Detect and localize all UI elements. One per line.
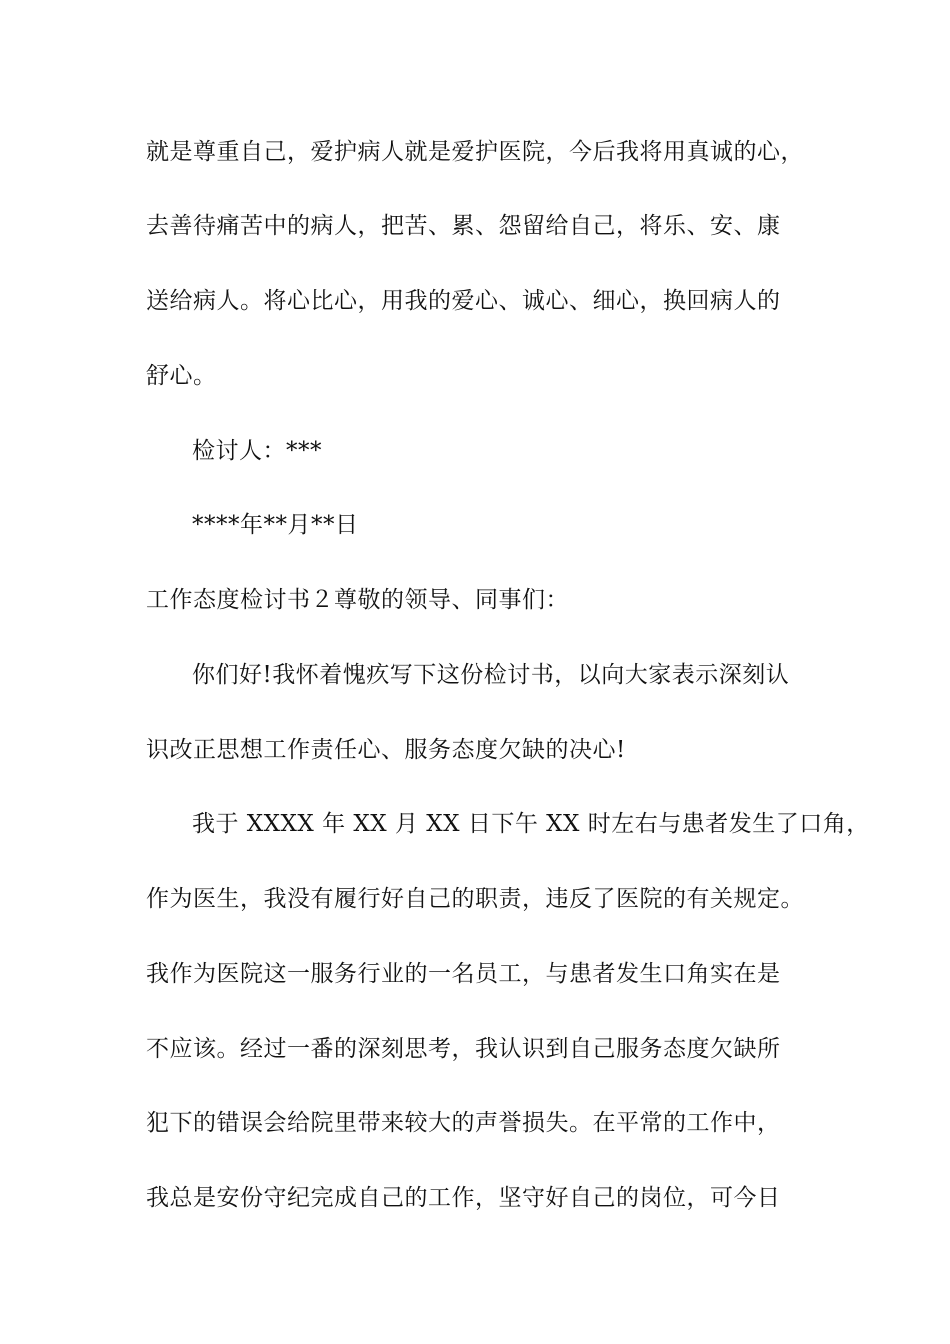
- text-line: 我于 XXXX 年 XX 月 XX 日下午 XX 时左右与患者发生了口角，: [192, 811, 870, 837]
- text-line: 我总是安份守纪完成自己的工作，坚守好自己的岗位，可今日: [146, 1185, 781, 1211]
- section-heading: 工作态度检讨书２尊敬的领导、同事们：: [146, 587, 569, 613]
- text-line: 不应该。经过一番的深刻思考，我认识到自己服务态度欠缺所: [146, 1036, 781, 1062]
- text-line: 我作为医院这一服务行业的一名员工，与患者发生口角实在是: [146, 961, 781, 987]
- text-line: 舒心。: [146, 363, 217, 389]
- signature-line: 检讨人：***: [192, 438, 322, 464]
- text-line: 作为医生，我没有履行好自己的职责，违反了医院的有关规定。: [146, 886, 804, 912]
- text-line: 识改正思想工作责任心、服务态度欠缺的决心!: [146, 737, 626, 763]
- text-line: 犯下的错误会给院里带来较大的声誉损失。在平常的工作中，: [146, 1110, 781, 1136]
- text-line: 送给病人。将心比心，用我的爱心、诚心、细心，换回病人的: [146, 288, 781, 314]
- text-line: 去善待痛苦中的病人，把苦、累、怨留给自己，将乐、安、康: [146, 213, 781, 239]
- text-line: 就是尊重自己，爱护病人就是爱护医院，今后我将用真诚的心，: [146, 139, 804, 165]
- text-line: 你们好!我怀着愧疚写下这份检讨书，以向大家表示深刻认: [192, 662, 790, 688]
- date-line: ****年**月**日: [192, 512, 359, 538]
